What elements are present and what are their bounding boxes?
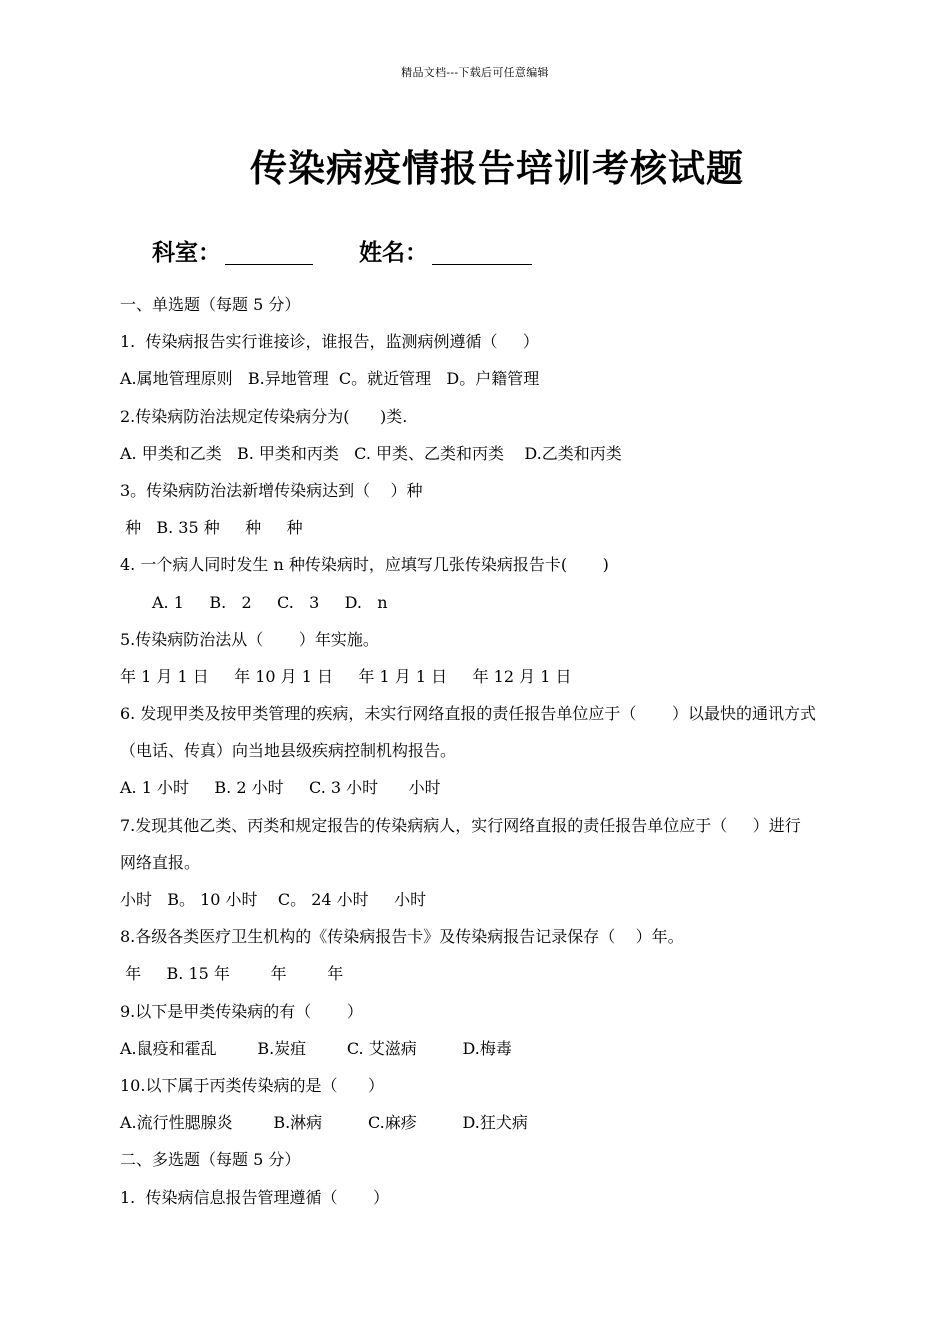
question-6: 6. 发现甲类及按甲类管理的疾病，未实行网络直报的责任报告单位应于（ ）以最快的通讯方式 bbox=[120, 704, 816, 724]
examinee-info-row bbox=[152, 234, 532, 267]
question-2-options: A. 甲类和乙类 B. 甲类和丙类 C. 甲类、乙类和丙类 D.乙类和丙类 bbox=[120, 443, 622, 463]
name-label: 姓名： bbox=[359, 239, 429, 266]
question-7: 7.发现其他乙类、丙类和规定报告的传染病病人，实行网络直报的责任报告单位应于（ ）进行 bbox=[120, 815, 801, 835]
section-heading-single-choice: 一、单选题（每题 5 分） bbox=[120, 295, 301, 314]
department-label: 科室： bbox=[152, 239, 221, 266]
question-4: 4. 一个病人同时发生 n 种传染病时，应填写几张传染病报告卡( ) bbox=[120, 555, 609, 575]
question-5-options: 年 1 月 1 日 年 10 月 1 日 年 1 月 1 日 年 12 月 1 日 bbox=[120, 666, 572, 686]
question-9-options: A.鼠疫和霍乱 B.炭疽 C. 艾滋病 D.梅毒 bbox=[120, 1038, 512, 1058]
question-9: 9.以下是甲类传染病的有（ ） bbox=[120, 1001, 363, 1021]
question-6-options: A. 1 小时 B. 2 小时 C. 3 小时 小时 bbox=[120, 778, 441, 798]
question-7-options: 小时 B。 10 小时 C。 24 小时 小时 bbox=[120, 890, 427, 909]
question-2: 2.传染病防治法规定传染病分为( )类. bbox=[120, 406, 408, 426]
header-note: 精品文档---下载后可任意编辑 bbox=[401, 66, 549, 79]
department-blank[interactable] bbox=[225, 240, 313, 265]
multi-question-1: 1. 传染病信息报告管理遵循（ ） bbox=[120, 1187, 390, 1207]
question-3-options: 种 B. 35 种 种 种 bbox=[120, 518, 303, 538]
question-4-options: A. 1 B. 2 C. 3 D. n bbox=[152, 592, 388, 612]
document-title: 传染病疫情报告培训考核试题 bbox=[250, 146, 744, 190]
question-6-continued: （电话、传真）向当地县级疾病控制机构报告。 bbox=[120, 741, 457, 761]
section-heading-multiple-choice: 二、多选题（每题 5 分） bbox=[120, 1150, 301, 1170]
question-7-continued: 网络直报。 bbox=[120, 852, 201, 872]
question-1: 1. 传染病报告实行谁接诊，谁报告，监测病例遵循（ ） bbox=[120, 332, 539, 352]
question-8: 8.各级各类医疗卫生机构的《传染病报告卡》及传染病报告记录保存（ ）年。 bbox=[120, 927, 684, 947]
question-5: 5.传染病防治法从（ ）年实施。 bbox=[120, 629, 379, 649]
question-1-options: A.属地管理原则 B.异地管理 C。就近管理 D。户籍管理 bbox=[120, 369, 540, 389]
question-3: 3。传染病防治法新增传染病达到（ ）种 bbox=[120, 480, 423, 500]
question-8-options: 年 B. 15 年 年 年 bbox=[120, 964, 344, 984]
name-blank[interactable] bbox=[432, 240, 532, 265]
question-10-options: A.流行性腮腺炎 B.淋病 C.麻疹 D.狂犬病 bbox=[120, 1113, 528, 1133]
question-content bbox=[120, 290, 850, 1220]
question-10: 10.以下属于丙类传染病的是（ ） bbox=[120, 1075, 384, 1095]
